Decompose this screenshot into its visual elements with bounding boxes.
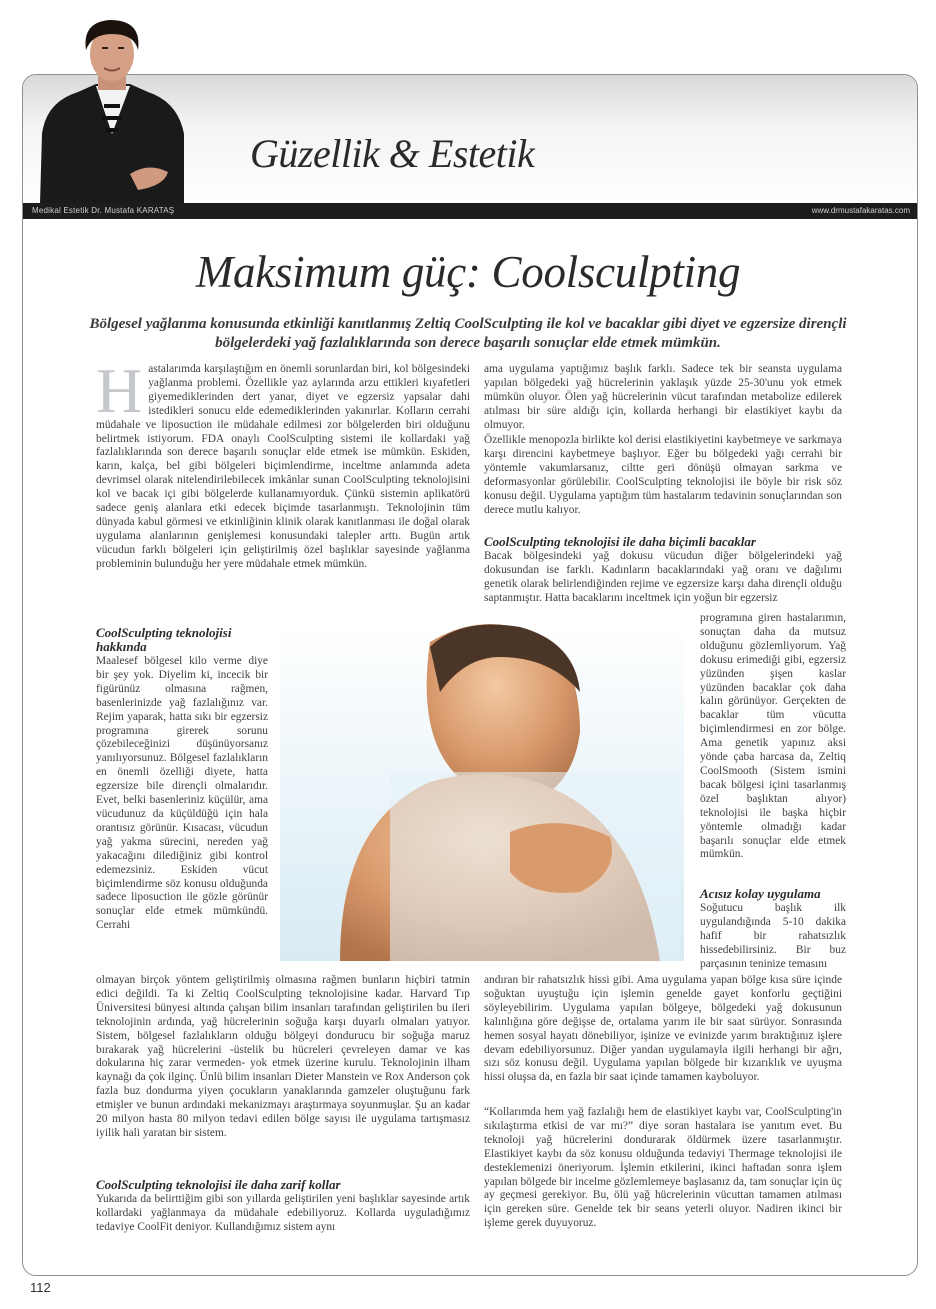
legs-paragraph-cont: programına giren hastalarımın, sonuçtan daha da mutsuz olduğunu gözlemliyorum. Yağ dokusu erimediği gibi, egzersiz yüzünden şişen kaslar yüzünden bacaklar çok daha kalın görünüyor. Gerçekten de bacaklar tüm vücutta biçimlendirmesi en zor bölge. Ama genetik yapınız aksi yönde çaba harcasa da, Zeltiq CoolSmooth (Sistem ismini bacak bölgesi içini tasarlanmış özel başlıktan alıyor) teknolojisi ile başka hiçbir yöntemle olmadığı kadar başarılı sonuçlar elde etmek mümkün. [700,612,846,861]
subheading-arms: CoolSculpting teknolojisi ile daha zarif kollar [96,1177,341,1192]
intro-paragraph [96,355,470,572]
section-title: Güzellik & Estetik [250,131,535,176]
col2-paragraph-2: Özellikle menopozla birlikte kol derisi elastikiyetini kaybetmeye ve sarkmaya karşı direncini kaybetmeye başlıyor. Eğer bu bölgedeki yağı cerrahi bir yöntemle vakumlarsanız, ciltte geri dönüşü olmayan sarkma ve deformasyonlar görülebilir. CoolSculpting teknolojisi ile böyle bir risk söz konusu değil. Uygulama yaptığım tüm hastalarım tedavinin sonuçlarından son derece mutlu kalıyor. [484,434,842,516]
arms-paragraph: Yukarıda da belirttiğim gibi son yıllarda geliştirilen yeni başlıklar sayesinde artık kollardaki yağlanmaya da müdahale edebiliyoruz. Kollarda uyguladığımız tedaviye CoolFit deniyor. Kullandığımız sistem aynı [96,1193,470,1233]
drop-cap: H [96,355,143,426]
about-paragraph: Maalesef bölgesel kilo verme diye bir şey yok. Diyelim ki, incecik bir figürünüz olmasına rağmen, basenlerinizde yağ fazlalığınız var. Rejim yaparak, hatta sıkı bir egzersiz programına girerek sorunu çözebileceğinizi düşünüyorsanız yanılıyorsunuz. Bölgesel fazlalıkların en önemli özelliği diyete, hatta egzersize bile dirençli olmalarıdır. Evet, belki basenleriniz küçülür, ama vücudunuz da küçüldüğü için hala orantısız görünür. Kısacası, vücudun yağ yakma sürecini, nereden yağ yakacağını dilediğiniz gibi kontrol edemezsiniz. Eskiden vücut biçimlendirme söz konusu olduğunda sadece liposuction ile gözle görünür sonuçlar elde etmek mümkündü. Cerrahi [96,655,268,932]
author-portrait [38,14,186,203]
website-link: www.drmustafakaratas.com [811,206,910,215]
subheading-about: CoolSculpting teknolojisi hakkında [96,625,232,654]
article-photo [280,622,684,961]
about-paragraph-cont: olmayan birçok yöntem geliştirilmiş olmasına rağmen bunların hiçbiri tatmin edici değildi. Ta ki Zeltiq CoolSculpting teknolojisine kadar. Harvard Tıp Üniversitesi bünyesi altında çalışan bilim insanları tarafından geliştirilen bu ileri teknolojinin ardında, yağ hücrelerinin soğuğa karşı duyarlı olmaları yatıyor. Sistem, bölgesel fazlalıkların olduğu bölgeyi dondurucu bir soğuğa maruz bırakarak yağ hücrelerini -üstelik bu hücreleri çevreleyen damar ve kas dokularına hiç zarar vermeden- yok etmek üzerine kurulu. Teknolojinin ilham kaynağı da çok ilginç. Ünlü bilim insanları Dieter Manstein ve Rox Anderson çok fazla buz dondurma yiyen çocukların yanaklarında gamzeler oluştuğunu fark etmişler ve bunun ardındaki mekanizmayı araştırmaya soyunmuşlar. Şu an kadar 20 milyon hasta 80 milyon tedavi edilen bölge sayısı ile uygulama tartışmasız iyilik hali yaratan bir sistem. [96,974,470,1139]
article-lead: Bölgesel yağlanma konusunda etkinliği kanıtlanmış Zeltiq CoolSculpting ile kol ve bacaklar gibi diyet ve egzersize dirençli bölgelerdeki yağ fazlalıklarında son derece başarılı sonuçlar elde etmek mümkün. [89,316,847,351]
article-headline: Maksimum güç: Coolsculpting [195,247,741,297]
subheading-painless: Acısız kolay uygulama [700,886,821,901]
legs-paragraph: Bacak bölgesindeki yağ dokusu vücudun diğer bölgelerindeki yağ dokusundan ise farklı. Kadınların bacaklarındaki yağ oranı ve dağılımı genetik olarak belirlendiğinden rejime ve egzersize karşı daha dirençli olduğu saptanmıştır. Hatta bacaklarını inceltmek için yoğun bir egzersiz [484,550,842,604]
col2-paragraph-1: ama uygulama yaptığımız başlık farklı. Sadece tek bir seansta uygulama yapılan bölgedeki yağ hücrelerinin yaklaşık yüzde 25-30'unu yok etmek mümkün oluyor. Ölen yağ hücrelerinin vücut tarafından metabolize edilerek atılması bir süre aldığı için, kollarda herhangi bir elastikiyet kaybı da olmuyor. [484,363,842,431]
intro-text: astalarımda karşılaştığım en önemli sorunlardan biri, kol bölgesindeki yağlanma problemi. Özellikle yaz aylarında arzu ettikleri kıyafetleri giyemediklerinden dert yanar, diyet ve egzersiz yapsalar dahi istedikleri sonucu elde edemediklerinden yakınırlar. Kolların cerrahi müdahale ve liposuction ile müdahale edilmesi zor bölgelerden biri olduğunu belirtmek istiyorum. FDA onaylı CoolSculpting sistemi ile kollardaki yağ fazlalıklarında son derece başarılı sonuçlar elde etmek ise mümkün. Eskiden, karın, kalça, bel gibi bölgeleri biçimlendirme, inceltme anlamında adeta devrimsel olarak nitelendirilebilecek imkânlar sunan CoolSculpting teknolojisini kol ve bacak içi gibi bölgelerde kullanamıyorduk. Çünkü sistemin aplikatörü sadece geniş alanlara etki edecek biçimde tasarlanmıştı. Teknolojinin tüm dünyada kabul görmesi ve etkinliğinin klinik olarak kanıtlanması ile doğal olarak uygulama alanlarının genişlemesi konusundaki talepler arttı. Bugün artık vücudun farklı bölgeleri için geliştirilmiş özel başlıklar sayesinde yağlanma probleminin bulunduğu her yere müdahale etmek mümkün. [96,363,470,570]
page-number: 112 [30,1280,51,1295]
painless-paragraph: Soğutucu başlık ilk uygulandığında 5-10 dakika hafif bir rahatsızlık hissedebilirsiniz. Bir buz parçasının teninize temasını [700,902,846,970]
subheading-legs: CoolSculpting teknolojisi ile daha biçimli bacaklar [484,534,756,549]
author-name: Medikal Estetik Dr. Mustafa KARATAŞ [32,206,175,215]
quote-paragraph: “Kollarımda hem yağ fazlalığı hem de elastikiyet kaybı var, CoolSculpting'in sıkılaştırma etkisi de var mı?” diye soran hastalara ise yanıtım evet. Bu teknoloji yağ hücrelerini dondurarak öldürmek üzere tasarlanmıştır. Elastikiyet kaybı da söz konusu olduğunda tedaviyi Thermage teknolojisi ile desteklemenizi öneriyorum. İşlemin etkilerini, ikinci haftadan sonra işlem yapılan bölgede bir incelme gözlemlemeye başlasanız da, tam sonuçlar için üç ay geçmesi gerekiyor. Bu, ölü yağ hücrelerinin vücuttan tamamen atılması için gereken süre. Genelde tek bir seans yeterli oluyor. Nadiren ikinci bir işleme gerek duyuyoruz. [484,1106,842,1230]
painless-paragraph-cont: andıran bir rahatsızlık hissi gibi. Ama uygulama yapan bölge kısa süre içinde soğuktan uyuştuğu için işlemin genelde gayet konforlu geçtiğini söyleyebilirim. Uygulama yapılan bölgeye, bölgedeki yağ dokusunun kalınlığına göre değişse de, ortalama yarım ile bir saat sürüyor. Sonrasında hemen sosyal hayatı dönebiliyor, işinize ve evinizde yarım bıraktığınız işlere devam edebiliyorsunuz. Diğer yandan uygulamayla ilgili herhangi bir ağrı, sızı söz konusu değil. Uygulama yapılan bölgede bir kızarıklık ve uyuşma hissi oluşsa da, en fazla bir saat içinde tamamen kayboluyor. [484,974,842,1084]
